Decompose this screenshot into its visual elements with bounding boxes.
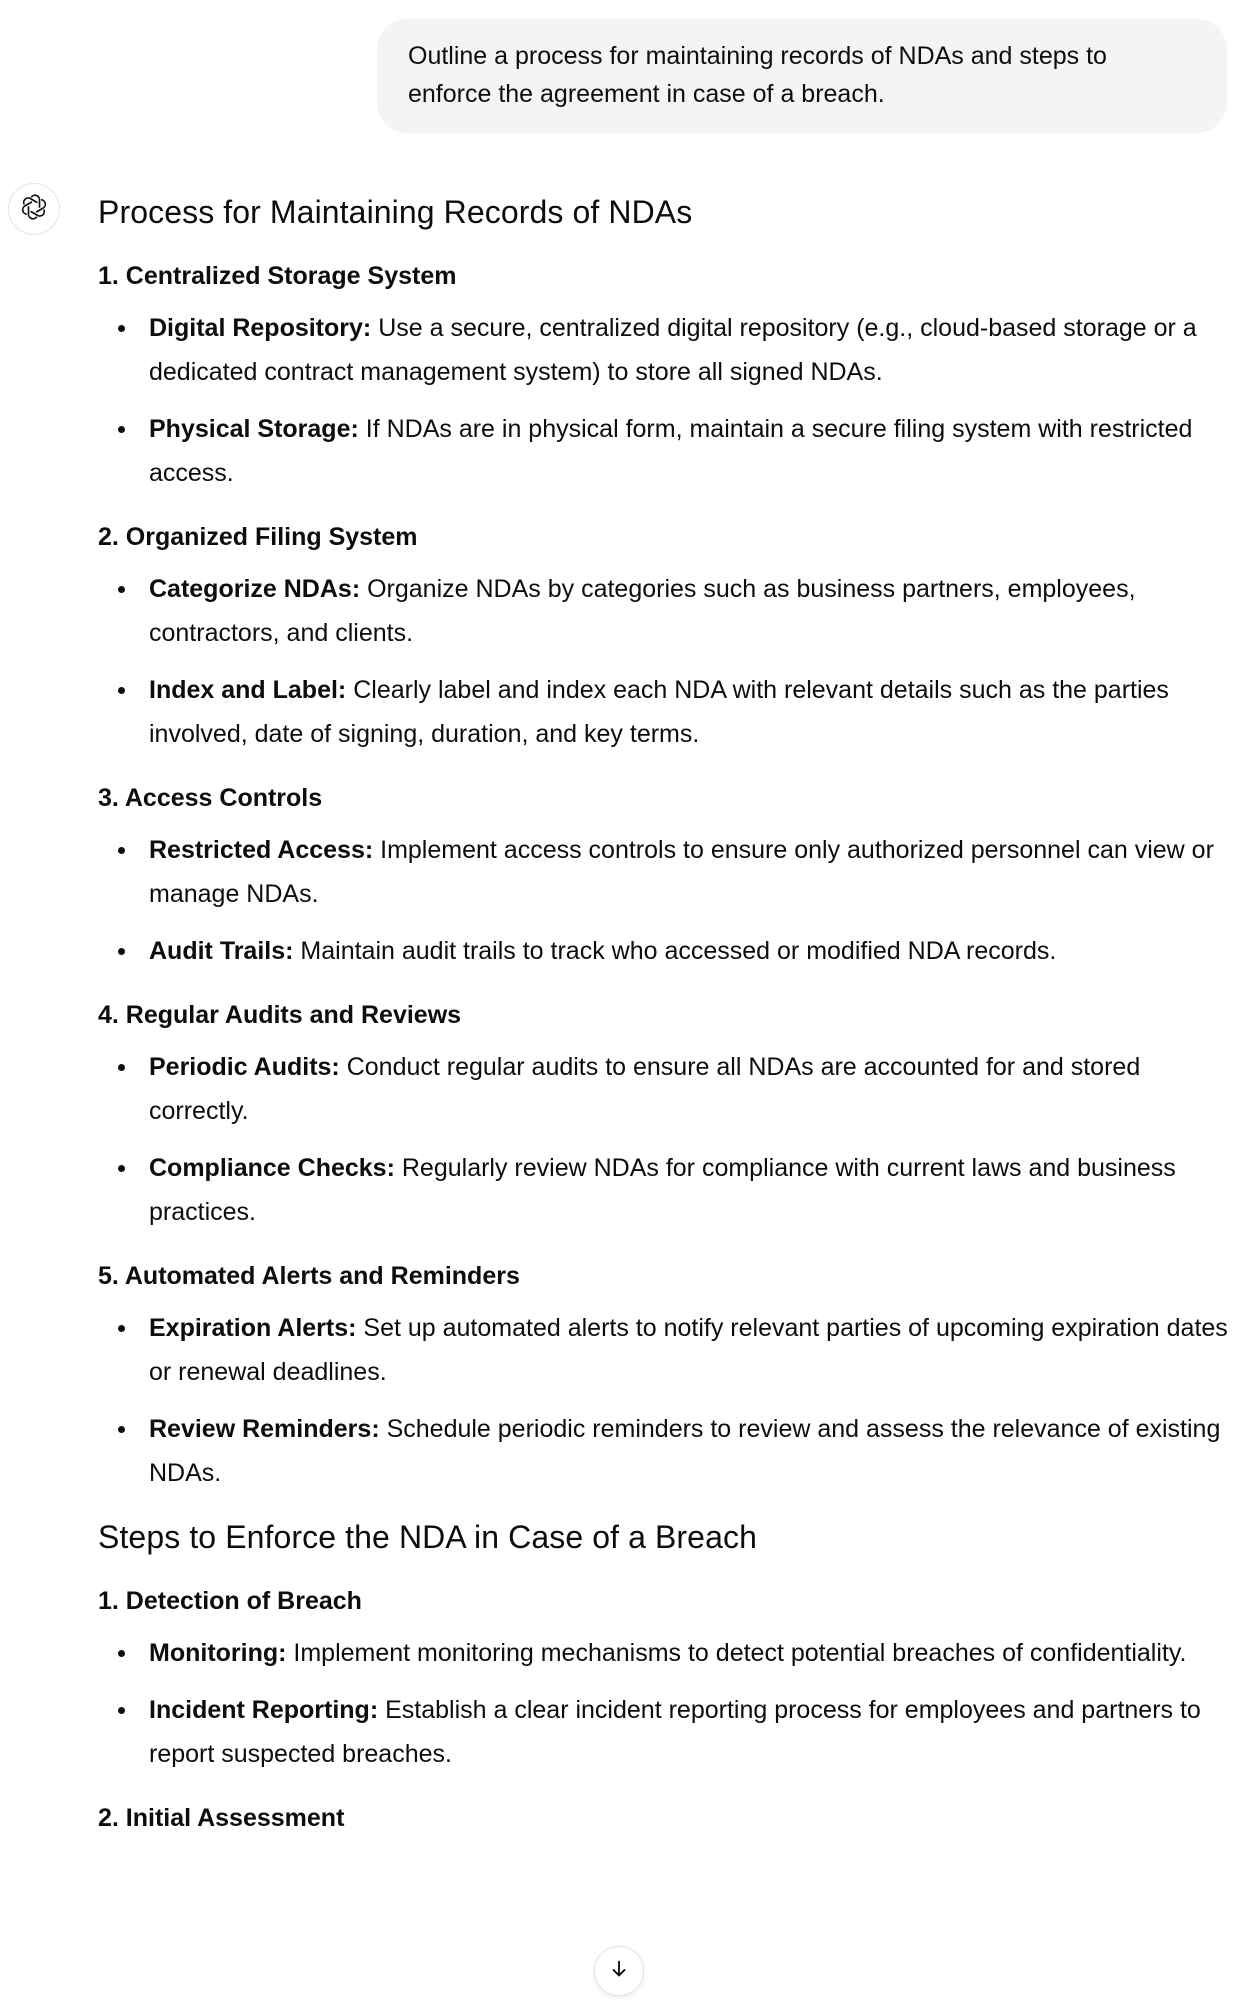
- list-item-text: Establish a clear incident reporting process for employees and partners to report suspected breaches.: [149, 1696, 1201, 1768]
- section-title: Process for Maintaining Records of NDAs: [98, 194, 693, 230]
- assistant-message: [98, 190, 1228, 1836]
- list-item-text: Set up automated alerts to notify relevant parties of upcoming expiration dates or renewal deadlines.: [149, 1314, 1228, 1386]
- list-item-lead: Physical Storage:: [149, 415, 359, 443]
- list-item-text: Organize NDAs by categories such as business partners, employees, contractors, and clients.: [149, 575, 1136, 647]
- list-item: [149, 306, 1228, 394]
- list-item-lead: Expiration Alerts:: [149, 1314, 357, 1342]
- bullet-list: [98, 1631, 1228, 1776]
- list-item: [149, 668, 1228, 756]
- list-item-lead: Digital Repository:: [149, 314, 372, 342]
- bullet-list: [98, 1306, 1228, 1495]
- list-item-lead: Index and Label:: [149, 676, 347, 704]
- bullet-list: [98, 306, 1228, 495]
- openai-logo-icon: [19, 192, 49, 227]
- list-item-lead: Monitoring:: [149, 1639, 287, 1667]
- list-item-text: If NDAs are in physical form, maintain a secure filing system with restricted access.: [149, 415, 1193, 487]
- list-item-lead: Review Reminders:: [149, 1415, 380, 1443]
- arrow-down-icon: [608, 1958, 630, 1985]
- list-item-text: Regularly review NDAs for compliance with current laws and business practices.: [149, 1154, 1176, 1226]
- list-item: [149, 1631, 1228, 1675]
- list-item-lead: Audit Trails:: [149, 937, 294, 965]
- list-item-text: Implement monitoring mechanisms to detect potential breaches of confidentiality.: [286, 1639, 1187, 1667]
- user-message-text: Outline a process for maintaining records of NDAs and steps to enforce the agreement in case of a breach.: [408, 42, 1107, 108]
- list-item: [149, 1407, 1228, 1495]
- list-item: [149, 1306, 1228, 1394]
- subsection-heading: 1. Detection of Breach: [98, 1587, 362, 1615]
- list-item: [149, 929, 1228, 973]
- list-item-text: Maintain audit trails to track who accessed or modified NDA records.: [293, 937, 1057, 965]
- list-item-text: Use a secure, centralized digital repository (e.g., cloud-based storage or a dedicated contract management system) to store all signed NDAs.: [149, 314, 1197, 386]
- list-item-lead: Periodic Audits:: [149, 1053, 340, 1081]
- list-item-text: Conduct regular audits to ensure all NDAs are accounted for and stored correctly.: [149, 1053, 1141, 1125]
- list-item-lead: Incident Reporting:: [149, 1696, 379, 1724]
- list-item-text: Implement access controls to ensure only authorized personnel can view or manage NDAs.: [149, 836, 1214, 908]
- subsection-heading: 4. Regular Audits and Reviews: [98, 1001, 462, 1029]
- bullet-list: [98, 1045, 1228, 1234]
- bullet-list: [98, 828, 1228, 973]
- list-item: [149, 1146, 1228, 1234]
- scroll-to-bottom-button[interactable]: [594, 1946, 644, 1996]
- subsection-heading: 1. Centralized Storage System: [98, 262, 457, 290]
- list-item: [149, 407, 1228, 495]
- list-item-lead: Compliance Checks:: [149, 1154, 395, 1182]
- list-item: [149, 828, 1228, 916]
- list-item-lead: Categorize NDAs:: [149, 575, 361, 603]
- bullet-list: [98, 567, 1228, 756]
- list-item: [149, 567, 1228, 655]
- subsection-heading: 5. Automated Alerts and Reminders: [98, 1262, 520, 1290]
- subsection-heading: 2. Initial Assessment: [98, 1804, 345, 1832]
- list-item: [149, 1045, 1228, 1133]
- user-message-bubble: [377, 19, 1227, 133]
- subsection-heading: 2. Organized Filing System: [98, 523, 418, 551]
- list-item-text: Clearly label and index each NDA with relevant details such as the parties involved, date of signing, duration, and key terms.: [149, 676, 1169, 748]
- assistant-avatar: [8, 183, 60, 235]
- list-item-lead: Restricted Access:: [149, 836, 374, 864]
- list-item: [149, 1688, 1228, 1776]
- subsection-heading: 3. Access Controls: [98, 784, 323, 812]
- section-title: Steps to Enforce the NDA in Case of a Breach: [98, 1519, 757, 1555]
- list-item-text: Schedule periodic reminders to review and assess the relevance of existing NDAs.: [149, 1415, 1221, 1487]
